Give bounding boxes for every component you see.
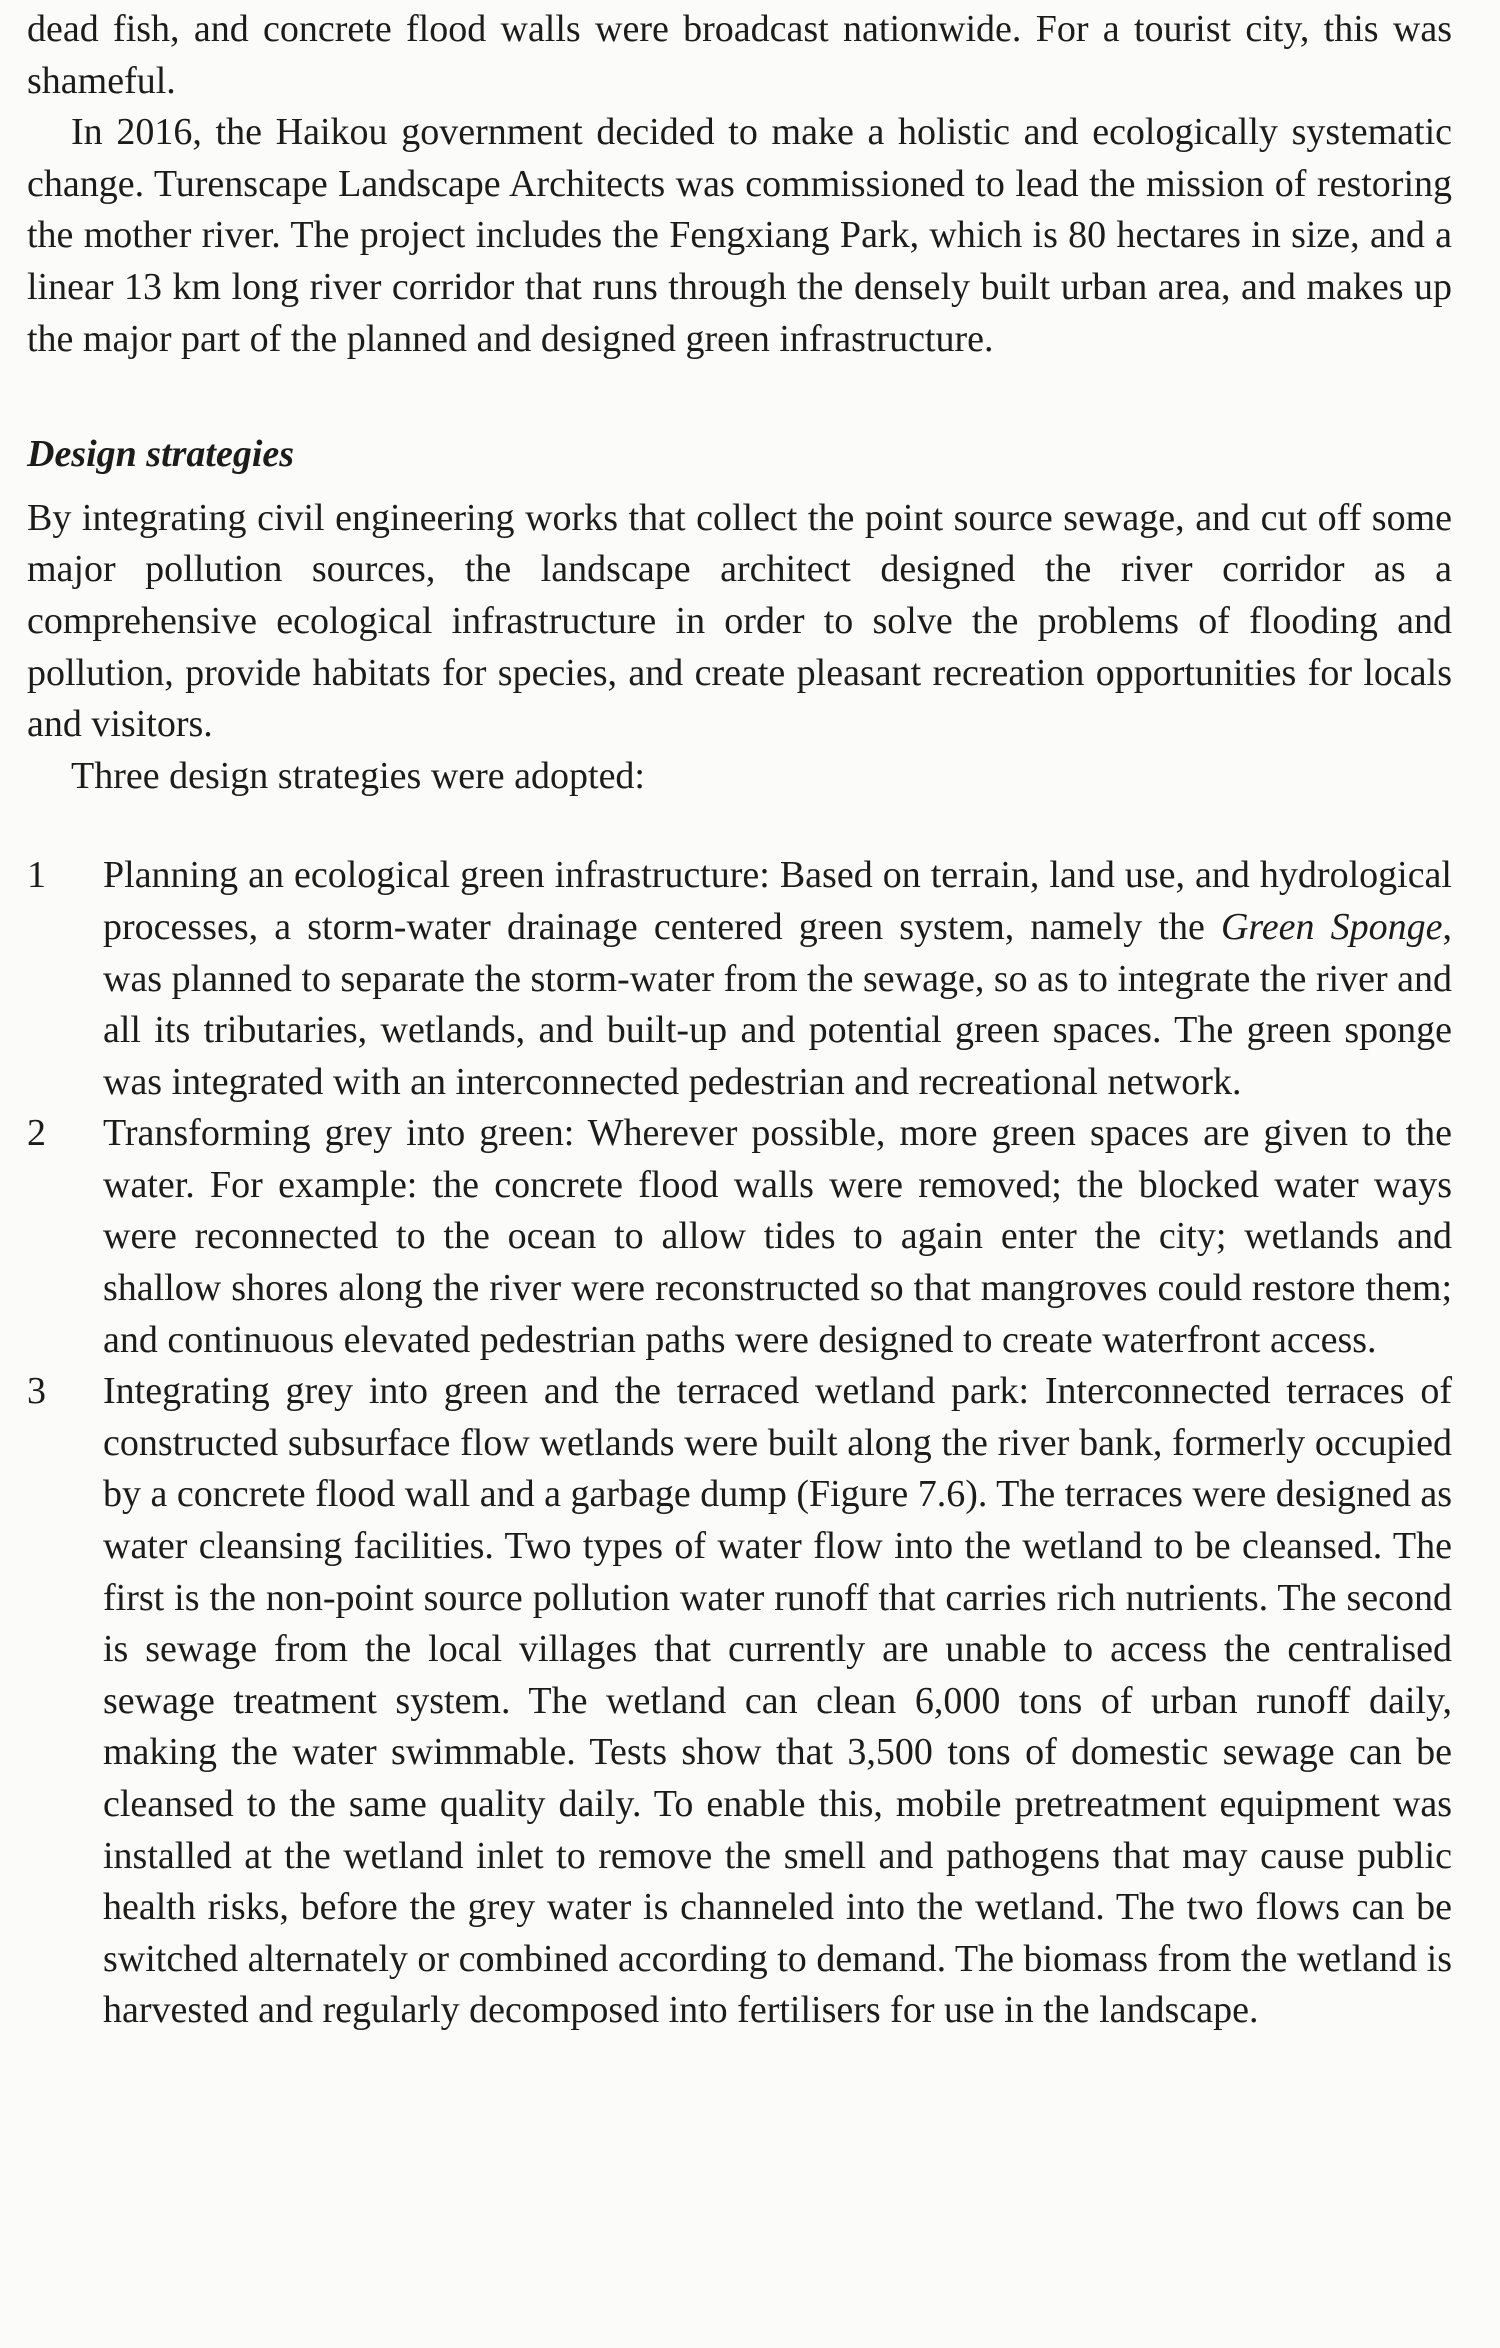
continued-paragraph: dead fish, and concrete flood walls were broadcast nationwide. For a tourist city, this was shameful. (27, 8, 1452, 102)
list-spacer (27, 802, 1452, 850)
list-item (27, 1366, 1452, 2037)
emphasized-term: Green Sponge (1220, 905, 1443, 948)
list-item-number: 2 (27, 1112, 46, 1155)
list-item-text-part: Planning an ecological green infrastructure: Based on terrain, land use, and hydrological processes, a storm-water drainage centered green system, namely the (103, 854, 1452, 948)
list-item-number: 3 (27, 1370, 46, 1413)
section-heading: Design strategies (27, 433, 295, 476)
list-item-number: 1 (27, 854, 46, 897)
strategies-list (27, 850, 1452, 2037)
section-paragraph: By integrating civil engineering works that collect the point source sewage, and cut off some major pollution sources, the landscape architect designed the river corridor as a comprehensive ecological infrastructure in order to solve the problems of flooding and pollution, provide habitats for species, and create pleasant recreation opportunities for locals and visitors. (27, 496, 1452, 746)
list-item-text (103, 850, 1452, 1108)
intro-paragraph: In 2016, the Haikou government decided to make a holistic and ecologically systematic change. Turenscape Landscape Architects was commissioned to lead the mission of restoring the mother river. The project includes the Fengxiang Park, which is 80 hectares in size, and a linear 13 km long river corridor that runs through the densely built urban area, and makes up the major part of the planned and designed green infrastructure. (27, 111, 1452, 360)
list-item (27, 1108, 1452, 1366)
list-item-text: Transforming grey into green: Wherever possible, more green spaces are given to the water. For example: the concrete flood walls were removed; the blocked water ways were reconnected to the ocean to allow tides to again enter the city; wetlands and shallow shores along the river were reconstructed so that mangroves could restore them; and continuous elevated pedestrian paths were designed to create waterfront access. (103, 1112, 1452, 1361)
list-item-text: Integrating grey into green and the terraced wetland park: Interconnected terraces of constructed subsurface flow wetlands were built along the river bank, formerly occupied by a concrete flood wall and a garbage dump (Figure 7.6). The terraces were designed as water cleansing facilities. Two types of water flow into the wetland to be cleansed. The first is the non-point source pollution water runoff that carries rich nutrients. The second is sewage from the local villages that currently are unable to access the centralised sewage treatment system. The wetland can clean 6,000 tons of urban runoff daily, making the water swimmable. Tests show that 3,500 tons of domestic sewage can be cleansed to the same quality daily. To enable this, mobile pretreatment equipment was installed at the wetland inlet to remove the smell and pathogens that may cause public health risks, before the grey water is channeled into the wetland. The two flows can be switched alternately or combined according to demand. The biomass from the wetland is harvested and regularly decomposed into fertilisers for use in the landscape. (103, 1370, 1452, 2032)
section-spacer (27, 365, 1452, 429)
strategies-lead-in: Three design strategies were adopted: (71, 754, 645, 797)
list-item (27, 850, 1452, 1108)
list-item-text-part: , was planned to separate the storm-water from the sewage, so as to integrate the river and all its tributaries, wetlands, and built-up and potential green spaces. The green sponge was integrated with an interconnected pedestrian and recreational network. (103, 905, 1453, 1103)
